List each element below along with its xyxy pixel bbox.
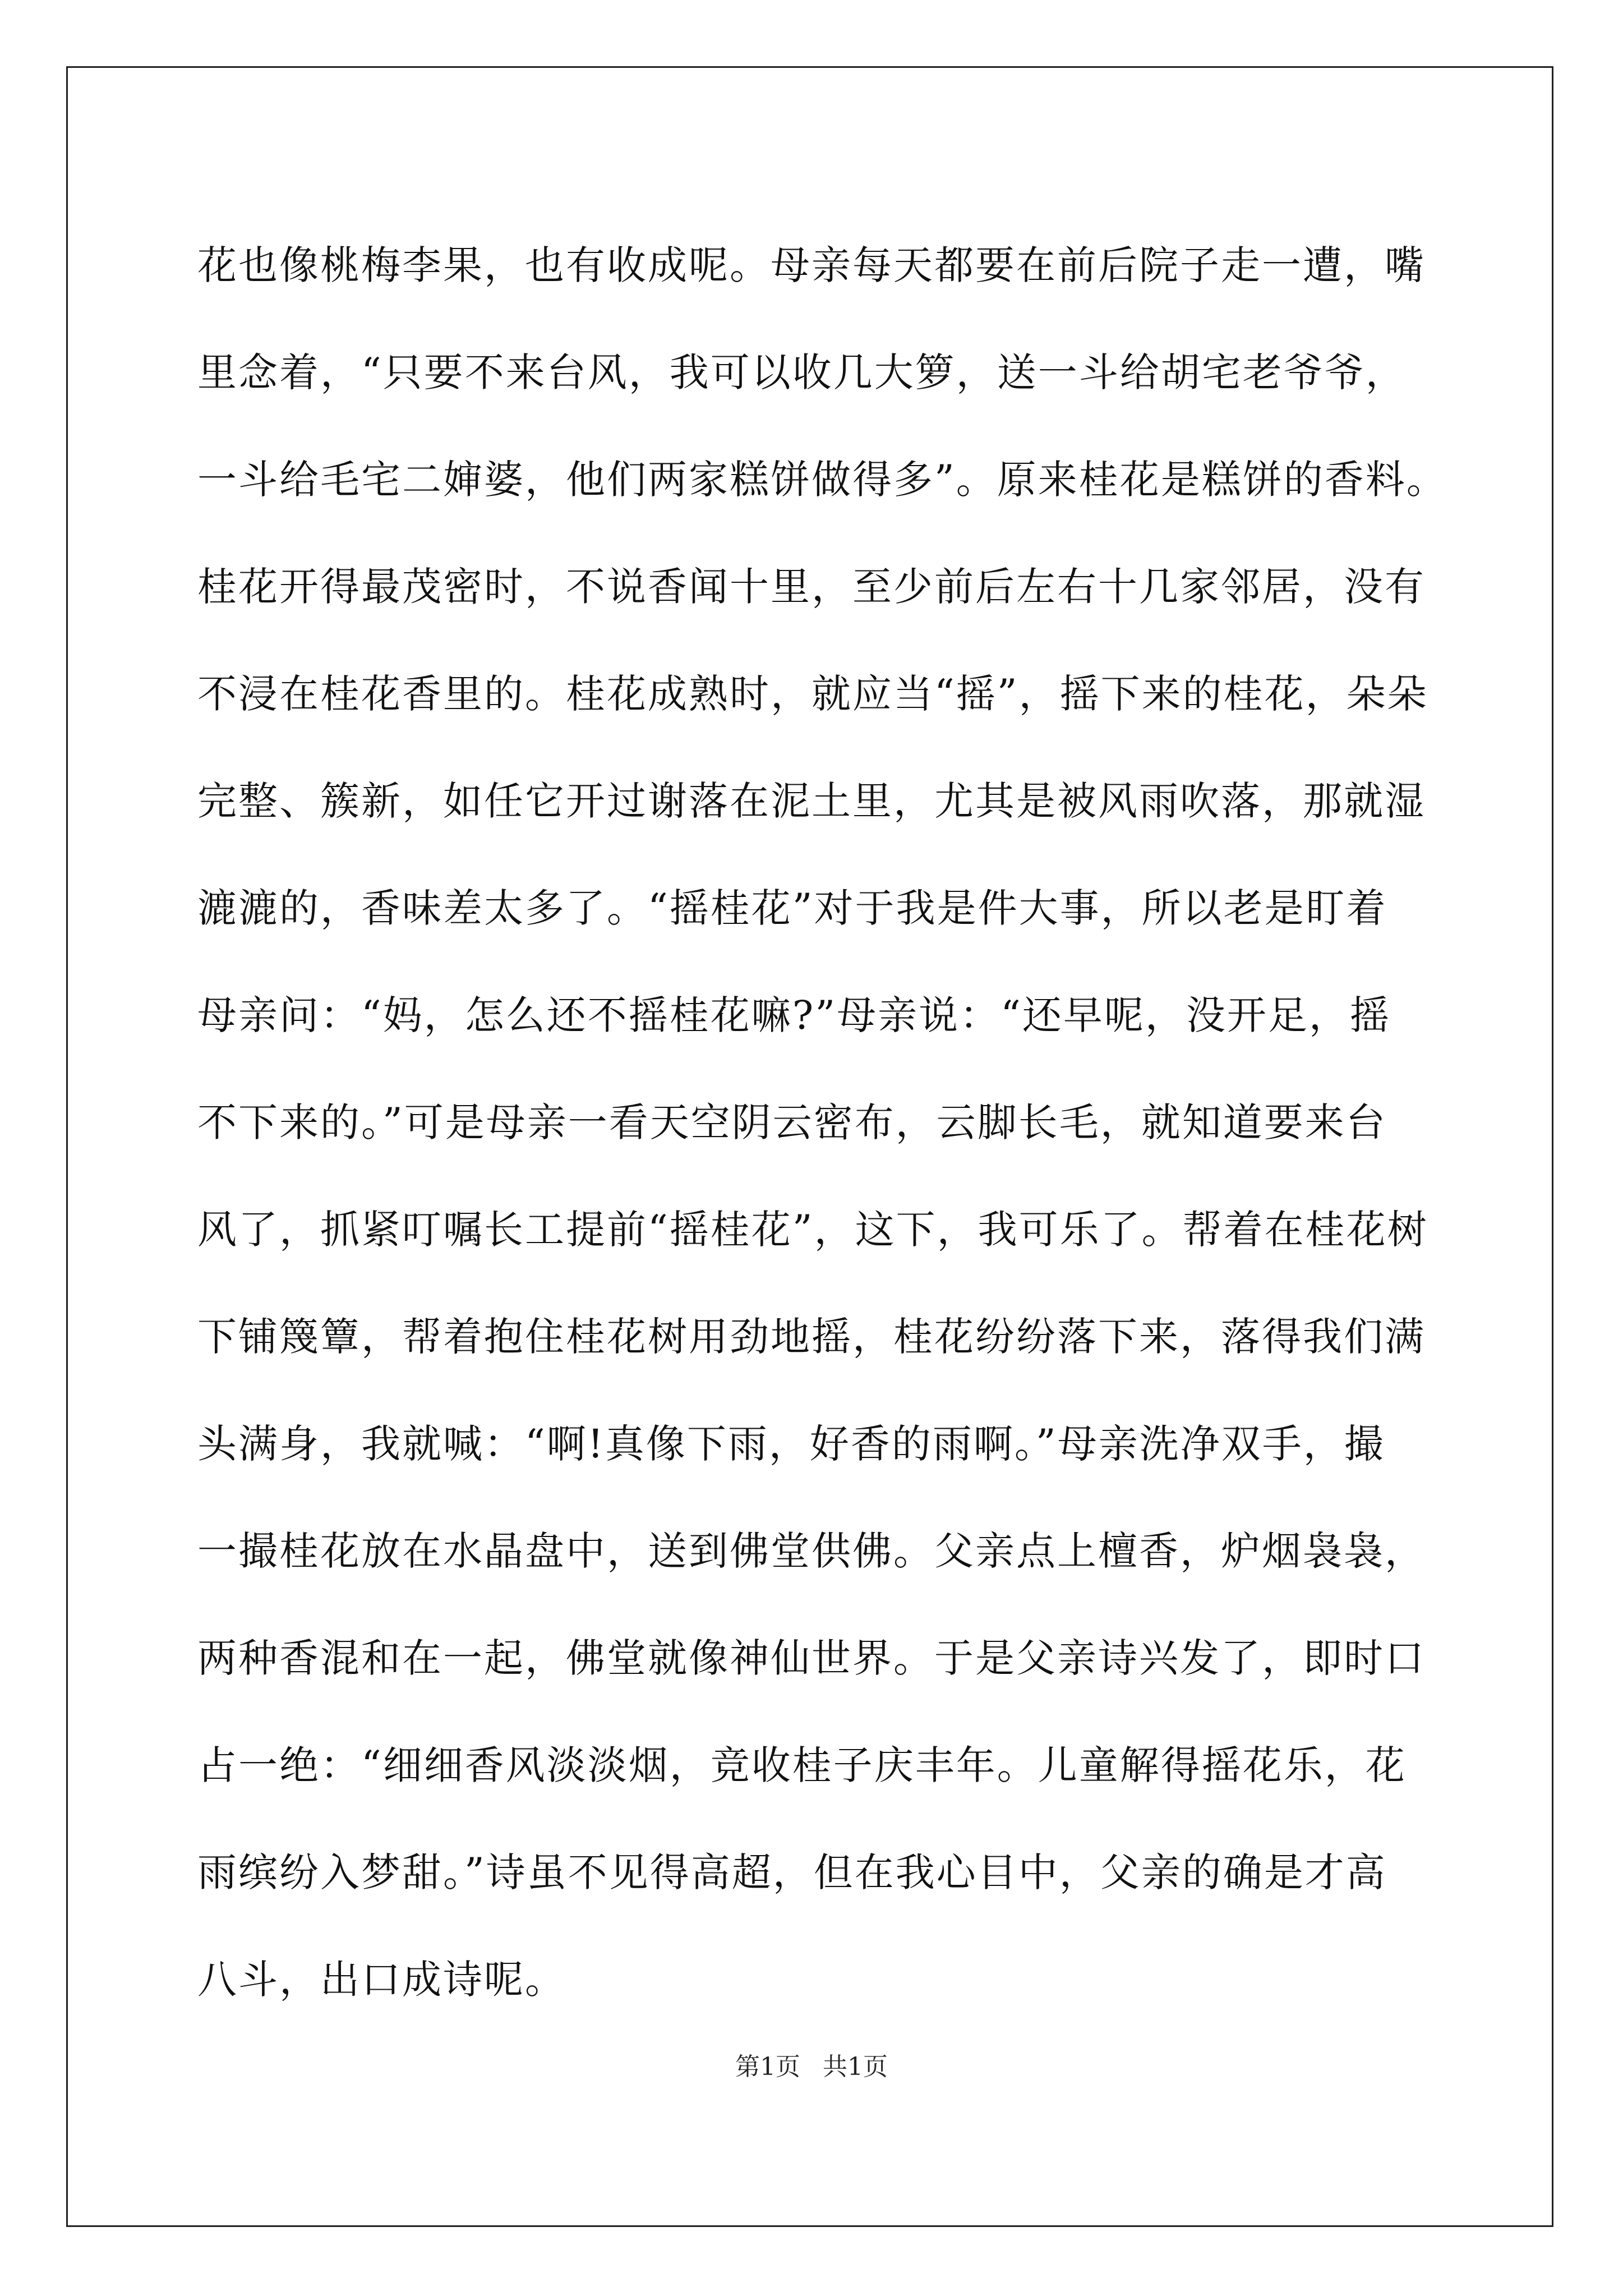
text-line: 漉漉的，香味差太多了。“摇桂花”对于我是件大事，所以老是盯着 — [197, 885, 1387, 931]
text-line: 雨缤纷入梦甜。”诗虽不见得高超，但在我心目中，父亲的确是才高 — [197, 1849, 1387, 1895]
text-line: 母亲问：“妈，怎么还不摇桂花嘛?”母亲说：“还早呢，没开足，摇 — [197, 992, 1391, 1038]
text-line: 花也像桃梅李果，也有收成呢。母亲每天都要在前后院子走一遭，嘴 — [197, 242, 1426, 288]
text-line: 完整、簇新，如任它开过谢落在泥土里，尤其是被风雨吹落，那就湿 — [197, 778, 1426, 824]
page-count: 共1页 — [823, 2053, 888, 2081]
text-line: 八斗，出口成诗呢。 — [197, 1957, 566, 2003]
text-line: 一斗给毛宅二婶婆，他们两家糕饼做得多”。原来桂花是糕饼的香料。 — [197, 457, 1447, 503]
text-line: 下铺篾簟，帮着抱住桂花树用劲地摇，桂花纷纷落下来，落得我们满 — [197, 1314, 1426, 1360]
text-line: 风了，抓紧叮嘱长工提前“摇桂花”，这下，我可乐了。帮着在桂花树 — [197, 1207, 1428, 1253]
text-line: 占一绝：“细细香风淡淡烟，竞收桂子庆丰年。儿童解得摇花乐，花 — [197, 1742, 1407, 1788]
text-line: 两种香混和在一起，佛堂就像神仙世界。于是父亲诗兴发了，即时口 — [197, 1635, 1426, 1681]
text-line: 不浸在桂花香里的。桂花成熟时，就应当“摇”，摇下来的桂花，朵朵 — [197, 671, 1428, 717]
text-line: 不下来的。”可是母亲一看天空阴云密布，云脚长毛，就知道要来台 — [197, 1099, 1387, 1145]
document-body — [197, 212, 1447, 2033]
text-line: 一撮桂花放在水晶盘中，送到佛堂供佛。父亲点上檀香，炉烟袅袅， — [197, 1528, 1426, 1574]
text-line: 里念着，“只要不来台风，我可以收几大箩，送一斗给胡宅老爷爷， — [197, 349, 1407, 395]
page-number: 第1页 — [735, 2053, 800, 2081]
text-line: 桂花开得最茂密时，不说香闻十里，至少前后左右十几家邻居，没有 — [197, 564, 1426, 610]
text-line: 头满身，我就喊：“啊!真像下雨，好香的雨啊。”母亲洗净双手，撮 — [197, 1421, 1385, 1467]
page-footer — [0, 2050, 1623, 2084]
